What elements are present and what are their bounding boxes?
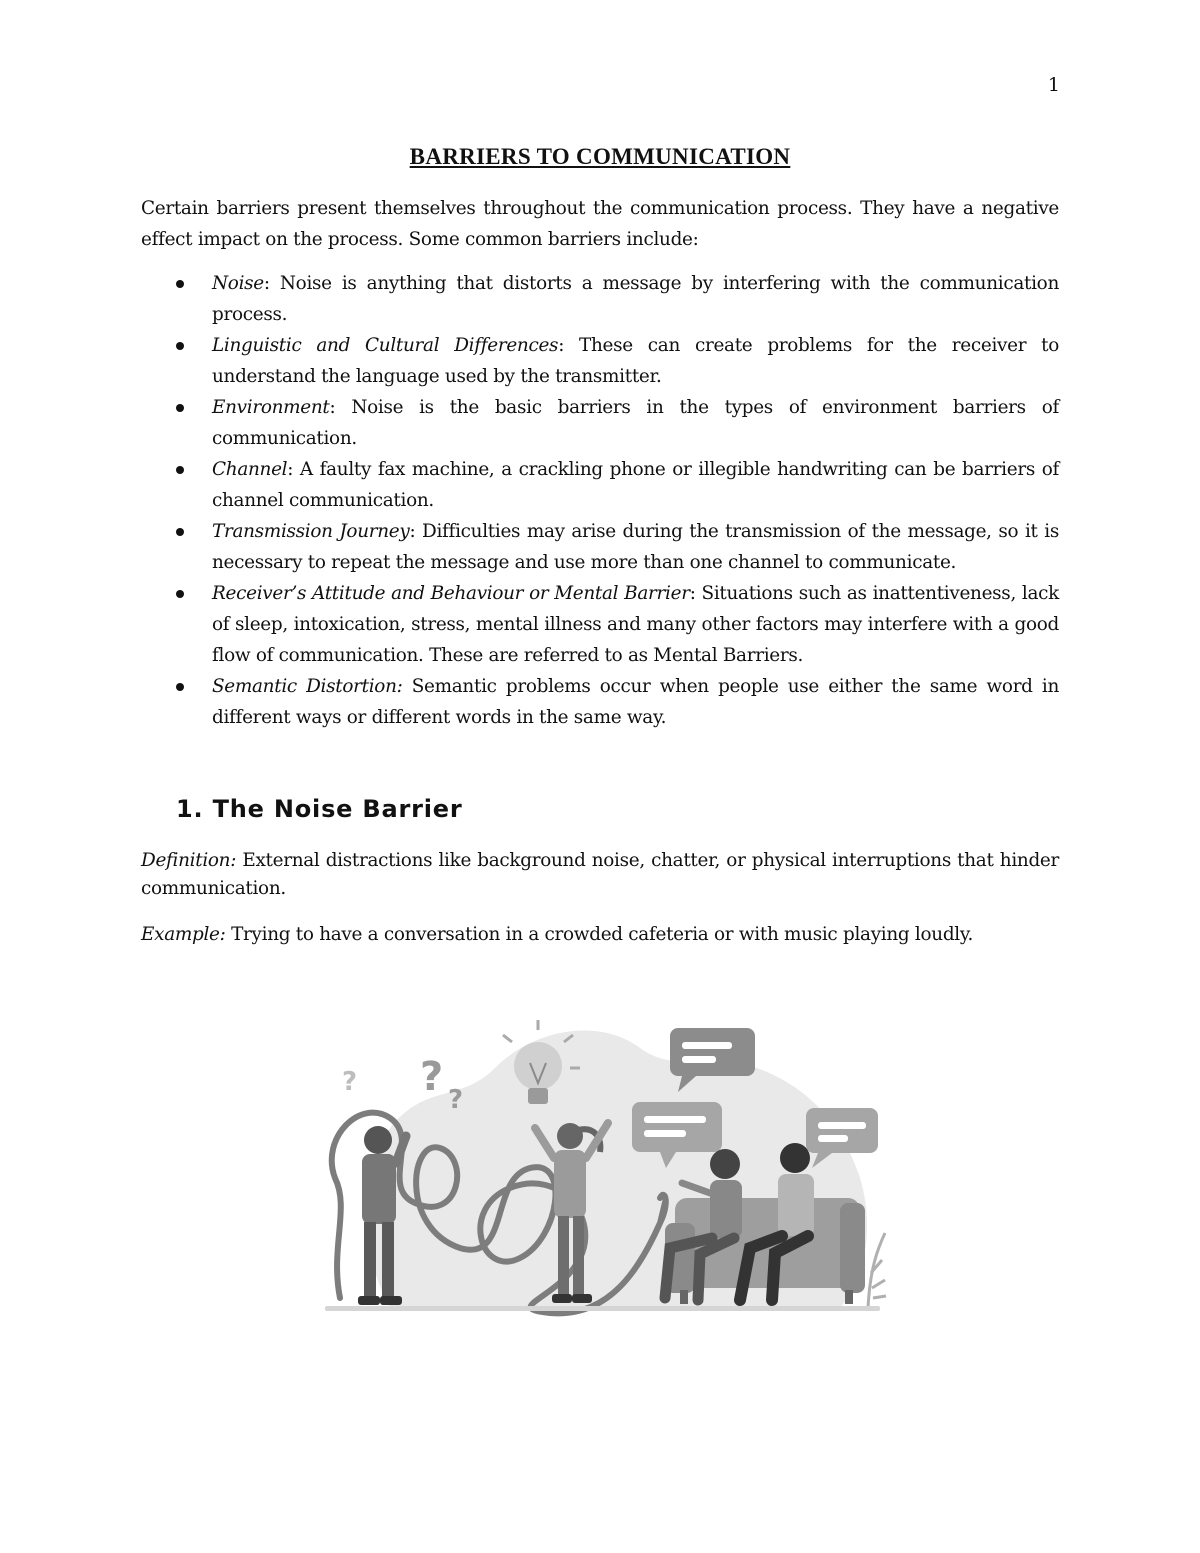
barrier-term: Linguistic and Cultural Differences	[212, 335, 559, 356]
barrier-term: Semantic Distortion:	[212, 676, 403, 697]
definition-text: External distractions like background noise, chatter, or physical interruptions that hinder communication.	[141, 850, 1059, 899]
page-number: 1	[1047, 74, 1060, 96]
barrier-list	[141, 268, 1059, 733]
plant-decoration	[868, 1233, 886, 1308]
intro-paragraph: Certain barriers present themselves throughout the communication process. They have a negative effect impact on the process. Some common barriers include:	[141, 198, 1059, 250]
section-heading-text: The Noise Barrier	[212, 795, 463, 823]
barrier-term: Receiver’s Attitude and Behaviour or Mental Barrier	[212, 583, 690, 604]
example-paragraph	[141, 921, 1059, 949]
barrier-term: Channel	[212, 459, 288, 480]
list-item	[141, 330, 1059, 392]
barrier-term: Transmission Journey	[212, 521, 410, 542]
floor-line	[325, 1306, 880, 1311]
barrier-description: : A faulty fax machine, a crackling phone or illegible handwriting can be barriers of channel communication.	[212, 459, 1059, 511]
example-text: Trying to have a conversation in a crowded cafeteria or with music playing loudly.	[225, 924, 974, 945]
list-item	[141, 671, 1059, 733]
barrier-description: : Noise is the basic barriers in the types of environment barriers of communication.	[212, 397, 1059, 449]
barrier-term: Environment	[212, 397, 330, 418]
barrier-description: : These can create problems for the receiver to understand the language used by the transmitter.	[212, 335, 1060, 387]
noise-barrier-illustration	[320, 1008, 890, 1318]
barrier-description: : Difficulties may arise during the transmission of the message, so it is necessary to repeat the message and use more than one channel to communicate.	[212, 521, 1060, 573]
list-item	[141, 578, 1059, 671]
question-mark-icon: ?	[448, 1085, 464, 1115]
list-item	[141, 454, 1059, 516]
list-item	[141, 516, 1059, 578]
list-item	[141, 268, 1059, 330]
question-mark-icon: ?	[342, 1067, 358, 1097]
definition-label: Definition:	[141, 850, 237, 871]
page-title: BARRIERS TO COMMUNICATION	[409, 144, 791, 169]
definition-paragraph	[141, 847, 1059, 903]
barrier-term: Noise	[212, 273, 264, 294]
question-mark-icon: ?	[420, 1054, 444, 1100]
section-number: 1.	[176, 795, 204, 823]
barrier-description: : Situations such as inattentiveness, lack of sleep, intoxication, stress, mental illness and many other factors may interfere with a good flow of communication. These are referred to as Mental Barriers.	[212, 583, 1059, 666]
section-heading	[176, 795, 463, 823]
barrier-description: Semantic problems occur when people use either the same word in different ways or different words in the same way.	[212, 676, 1059, 728]
barrier-description: : Noise is anything that distorts a message by interfering with the communication process.	[212, 273, 1059, 325]
example-label: Example:	[141, 924, 226, 945]
list-item	[141, 392, 1059, 454]
